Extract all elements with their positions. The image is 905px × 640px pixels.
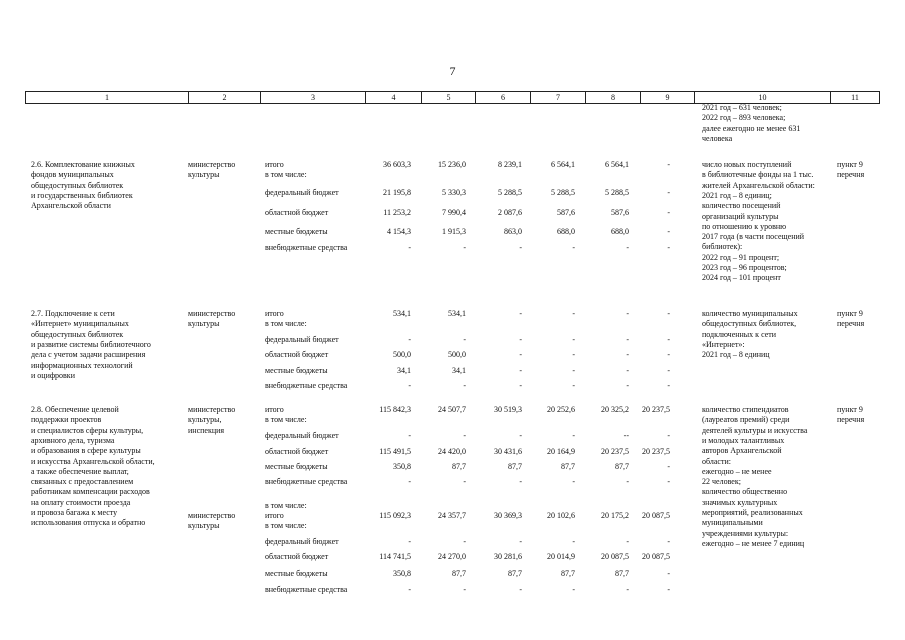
- indicator-text: библиотек):: [702, 242, 743, 252]
- measure-title: и оцифровки: [31, 370, 75, 380]
- funding-value: -: [519, 477, 522, 486]
- indicator-text: (лауреатов премий) среди: [702, 415, 790, 425]
- funding-value: 87,7: [615, 569, 629, 578]
- funding-value: -: [519, 243, 522, 252]
- funding-value: 24 357,7: [438, 511, 466, 520]
- executor-text: министерство: [188, 309, 236, 318]
- funding-value: -: [408, 585, 411, 594]
- funding-value: -: [519, 335, 522, 344]
- funding-value: -: [519, 585, 522, 594]
- funding-value: 20 325,2: [601, 405, 629, 414]
- measure-title: использования отпуска и обратно: [31, 518, 146, 528]
- funding-value: 20 087,5: [642, 511, 670, 520]
- column-header: 1: [26, 92, 189, 104]
- executor-text: культуры: [188, 170, 220, 180]
- funding-value: 8 239,1: [498, 160, 522, 169]
- funding-source-label: итого: [265, 160, 284, 169]
- measure-title: связанных с предоставлением: [31, 477, 134, 487]
- column-header: 4: [366, 92, 422, 104]
- funding-value: 4 154,3: [387, 227, 411, 236]
- measure-title: и развитие системы библиотечного: [31, 339, 151, 349]
- funding-value: 20 237,5: [601, 447, 629, 456]
- executor-text: министерство: [188, 160, 236, 169]
- funding-value: 21 195,8: [383, 188, 411, 197]
- funding-value: -: [626, 243, 629, 252]
- funding-value: -: [626, 537, 629, 546]
- reference-text: пункт 9: [837, 160, 863, 169]
- funding-value: -: [572, 537, 575, 546]
- funding-value: 863,0: [504, 227, 522, 236]
- funding-value: -: [572, 366, 575, 375]
- funding-source-label: итого: [265, 511, 284, 520]
- funding-source-label: в том числе:: [265, 170, 307, 180]
- measure-title: и образования в сфере культуры: [31, 446, 141, 456]
- funding-value: -: [667, 350, 670, 359]
- funding-value: 5 330,3: [442, 188, 466, 197]
- funding-value: -: [667, 366, 670, 375]
- funding-source-label: в том числе:: [265, 521, 307, 531]
- funding-value: -: [667, 243, 670, 252]
- indicator-text: авторов Архангельской: [702, 446, 782, 456]
- indicator-text: 2022 год – 91 процент;: [702, 252, 780, 262]
- column-header: 11: [831, 92, 880, 104]
- funding-source-label: местные бюджеты: [265, 366, 328, 375]
- measure-title: и специалистов сферы культуры,: [31, 425, 144, 435]
- funding-value: -: [667, 537, 670, 546]
- executor-text: министерство: [188, 405, 236, 414]
- funding-value: 6 564,1: [551, 160, 575, 169]
- funding-value: 87,7: [561, 569, 575, 578]
- funding-value: 1 915,3: [442, 227, 466, 236]
- funding-source-label: внебюджетные средства: [265, 585, 348, 594]
- funding-value: -: [572, 477, 575, 486]
- column-header: 10: [695, 92, 831, 104]
- measure-title: поддержки проектов: [31, 415, 102, 425]
- funding-source-label: внебюджетные средства: [265, 477, 348, 486]
- funding-value: 11 253,2: [383, 208, 411, 217]
- funding-value: 87,7: [508, 462, 522, 471]
- measure-title: и искусства Архангельской области,: [31, 456, 155, 466]
- indicator-text: подключенных к сети: [702, 329, 777, 339]
- funding-value: 534,1: [393, 309, 411, 318]
- funding-value: 87,7: [508, 569, 522, 578]
- funding-source-label: в том числе:: [265, 319, 307, 329]
- measure-title: информационных технологий: [31, 360, 133, 370]
- funding-value: 20 087,5: [601, 552, 629, 561]
- funding-value: 2 087,6: [498, 208, 522, 217]
- funding-value: 87,7: [452, 462, 466, 471]
- indicator-text: ежегодно – не менее 7 единиц: [702, 538, 805, 548]
- funding-source-label: областной бюджет: [265, 552, 329, 561]
- funding-value: -: [626, 335, 629, 344]
- funding-value: -: [667, 381, 670, 390]
- indicator-text: учреждениями культуры:: [702, 528, 789, 538]
- funding-value: -: [519, 381, 522, 390]
- funding-value: 20 252,6: [547, 405, 575, 414]
- funding-source-label: областной бюджет: [265, 208, 329, 217]
- funding-value: -: [626, 350, 629, 359]
- funding-value: -: [667, 462, 670, 471]
- measure-title: и государственных библиотек: [31, 190, 133, 200]
- executor-text: министерство: [188, 511, 236, 520]
- executor-text: культуры: [188, 319, 220, 329]
- funding-value: 24 507,7: [438, 405, 466, 414]
- indicator-text: и молодых талантливых: [702, 435, 785, 445]
- funding-value: -: [667, 569, 670, 578]
- funding-value: 587,6: [611, 208, 629, 217]
- funding-value: -: [463, 335, 466, 344]
- indicator-text: значимых культурных: [702, 497, 778, 507]
- measure-title: работникам компенсации расходов: [31, 487, 150, 497]
- funding-source-label: областной бюджет: [265, 350, 329, 359]
- funding-value: -: [667, 585, 670, 594]
- funding-value: -: [408, 243, 411, 252]
- funding-value: 5 288,5: [498, 188, 522, 197]
- indicator-text: в библиотечные фонды на 1 тыс.: [702, 170, 814, 180]
- indicator-text: 2024 год – 101 процент: [702, 273, 781, 283]
- indicator-text: 2017 года (в части посещений: [702, 232, 805, 242]
- funding-value: 20 237,5: [642, 405, 670, 414]
- funding-value: -: [572, 335, 575, 344]
- measure-title: общедоступных библиотек: [31, 180, 124, 190]
- indicator-text: количество стипендиатов: [702, 405, 789, 414]
- funding-value: 7 990,4: [442, 208, 466, 217]
- measure-title: и провоза багажа к месту: [31, 508, 118, 517]
- measure-title: фондов муниципальных: [31, 170, 114, 180]
- funding-value: 115 092,3: [379, 511, 411, 520]
- funding-value: -: [408, 381, 411, 390]
- measure-title: Архангельской области: [31, 201, 111, 211]
- measure-title: дела с учетом задачи расширения: [31, 350, 146, 360]
- indicator-text: по отношению к уровню: [702, 221, 787, 231]
- funding-value: 20 164,9: [547, 447, 575, 456]
- indicator-text: организаций культуры: [702, 211, 779, 221]
- indicator-text: 22 человек;: [702, 477, 741, 487]
- measure-title: «Интернет» муниципальных: [31, 319, 129, 329]
- reference-text: перечня: [837, 170, 865, 180]
- funding-value: -: [519, 366, 522, 375]
- funding-source-label: итого: [265, 309, 284, 318]
- measure-title: 2.6. Комплектование книжных: [31, 160, 135, 169]
- funding-source-label: местные бюджеты: [265, 227, 328, 236]
- funding-value: 87,7: [561, 462, 575, 471]
- measure-title: на оплату стоимости проезда: [31, 497, 131, 507]
- funding-source-label: внебюджетные средства: [265, 381, 348, 390]
- funding-value: 6 564,1: [605, 160, 629, 169]
- funding-value: -: [626, 477, 629, 486]
- indicator-text: 2021 год – 8 единиц: [702, 350, 770, 360]
- measure-title: 2.7. Подключение к сети: [31, 309, 115, 318]
- indicator-text: 2021 год – 631 человек;: [702, 103, 782, 112]
- funding-value: -: [463, 477, 466, 486]
- indicator-text: далее ежегодно не менее 631: [702, 123, 801, 133]
- funding-value: -: [408, 431, 411, 440]
- indicator-text: жителей Архангельской области:: [702, 180, 815, 190]
- funding-value: 115 842,3: [379, 405, 411, 414]
- funding-value: -: [626, 381, 629, 390]
- funding-source-label: в том числе:: [265, 415, 307, 425]
- page-number: 7: [449, 64, 456, 78]
- funding-source-label: федеральный бюджет: [265, 537, 339, 546]
- funding-value: -: [667, 188, 670, 197]
- funding-value: -: [572, 585, 575, 594]
- reference-text: пункт 9: [837, 309, 863, 318]
- indicator-text: области:: [702, 456, 731, 466]
- funding-value: -: [463, 537, 466, 546]
- funding-value: 350,8: [393, 462, 411, 471]
- funding-value: -: [572, 381, 575, 390]
- funding-value: --: [623, 431, 629, 440]
- funding-value: -: [408, 335, 411, 344]
- indicator-text: количество муниципальных: [702, 309, 798, 318]
- funding-value: 15 236,0: [438, 160, 466, 169]
- reference-text: перечня: [837, 319, 865, 329]
- funding-value: 30 281,6: [494, 552, 522, 561]
- funding-source-label: в том числе:: [265, 500, 307, 510]
- funding-value: -: [463, 243, 466, 252]
- executor-text: культуры,: [188, 415, 222, 425]
- funding-value: -: [667, 477, 670, 486]
- column-header-row: [26, 92, 880, 104]
- indicator-text: количество общественно: [702, 487, 788, 497]
- funding-value: -: [667, 208, 670, 217]
- funding-value: 20 237,5: [642, 447, 670, 456]
- column-header: 8: [586, 92, 641, 104]
- funding-source-label: федеральный бюджет: [265, 188, 339, 197]
- funding-source-label: федеральный бюджет: [265, 335, 339, 344]
- funding-value: 500,0: [393, 350, 411, 359]
- indicator-text: 2022 год – 893 человека;: [702, 113, 786, 123]
- indicator-text: число новых поступлений: [702, 160, 792, 169]
- measure-title: архивного дела, туризма: [31, 435, 115, 445]
- reference-text: пункт 9: [837, 405, 863, 414]
- funding-value: 30 369,3: [494, 511, 522, 520]
- indicator-text: 2023 год – 96 процентов;: [702, 263, 787, 272]
- indicator-text: ежегодно – не менее: [702, 466, 772, 476]
- indicator-text: муниципальными: [702, 518, 763, 528]
- funding-source-label: местные бюджеты: [265, 569, 328, 578]
- funding-value: 587,6: [557, 208, 575, 217]
- column-header: 5: [422, 92, 476, 104]
- column-header: 7: [531, 92, 586, 104]
- funding-source-label: внебюджетные средства: [265, 243, 348, 252]
- funding-value: -: [408, 477, 411, 486]
- indicator-text: деятелей культуры и искусства: [702, 425, 808, 435]
- funding-value: -: [519, 431, 522, 440]
- funding-value: 500,0: [448, 350, 466, 359]
- funding-value: -: [408, 537, 411, 546]
- funding-source-label: федеральный бюджет: [265, 431, 339, 440]
- measure-title: а также обеспечение выплат,: [31, 466, 129, 476]
- funding-value: -: [667, 335, 670, 344]
- funding-value: -: [519, 537, 522, 546]
- funding-value: -: [572, 350, 575, 359]
- funding-value: -: [463, 585, 466, 594]
- indicator-text: «Интернет»:: [702, 339, 745, 349]
- funding-value: 688,0: [557, 227, 575, 236]
- funding-value: 20 175,2: [601, 511, 629, 520]
- funding-value: -: [667, 227, 670, 236]
- funding-value: -: [519, 350, 522, 359]
- funding-value: 534,1: [448, 309, 466, 318]
- funding-source-label: областной бюджет: [265, 447, 329, 456]
- funding-value: 114 741,5: [379, 552, 411, 561]
- funding-source-label: итого: [265, 405, 284, 414]
- indicator-text: человека: [702, 133, 733, 143]
- executor-text: культуры: [188, 521, 220, 531]
- funding-value: 34,1: [452, 366, 466, 375]
- funding-value: -: [463, 431, 466, 440]
- column-header: 3: [261, 92, 366, 104]
- funding-value: 350,8: [393, 569, 411, 578]
- funding-value: 34,1: [397, 366, 411, 375]
- funding-value: 36 603,3: [383, 160, 411, 169]
- funding-value: -: [667, 160, 670, 169]
- funding-value: 5 288,5: [551, 188, 575, 197]
- funding-value: 24 420,0: [438, 447, 466, 456]
- funding-value: -: [626, 366, 629, 375]
- funding-value: -: [667, 431, 670, 440]
- funding-value: -: [519, 309, 522, 318]
- funding-value: 30 431,6: [494, 447, 522, 456]
- executor-text: инспекция: [188, 425, 225, 435]
- funding-value: 688,0: [611, 227, 629, 236]
- measure-title: 2.8. Обеспечение целевой: [31, 405, 119, 414]
- column-header: 2: [189, 92, 261, 104]
- funding-value: -: [626, 585, 629, 594]
- measure-title: общедоступных библиотек: [31, 329, 124, 339]
- funding-value: 115 491,5: [379, 447, 411, 456]
- indicator-text: мероприятий, реализованных: [702, 508, 803, 517]
- reference-text: перечня: [837, 415, 865, 425]
- column-header: 9: [641, 92, 695, 104]
- funding-value: 30 519,3: [494, 405, 522, 414]
- funding-value: 20 102,6: [547, 511, 575, 520]
- funding-value: -: [463, 381, 466, 390]
- funding-value: 87,7: [615, 462, 629, 471]
- indicator-text: общедоступных библиотек,: [702, 319, 797, 329]
- funding-value: 20 087,5: [642, 552, 670, 561]
- indicator-text: 2021 год – 8 единиц;: [702, 190, 772, 200]
- indicator-text: количество посещений: [702, 201, 781, 211]
- column-header: 6: [476, 92, 531, 104]
- funding-value: -: [667, 309, 670, 318]
- funding-value: -: [572, 243, 575, 252]
- funding-source-label: местные бюджеты: [265, 462, 328, 471]
- funding-value: -: [572, 309, 575, 318]
- funding-value: -: [572, 431, 575, 440]
- funding-value: -: [626, 309, 629, 318]
- funding-value: 24 270,0: [438, 552, 466, 561]
- funding-value: 5 288,5: [605, 188, 629, 197]
- funding-value: 20 014,9: [547, 552, 575, 561]
- funding-value: 87,7: [452, 569, 466, 578]
